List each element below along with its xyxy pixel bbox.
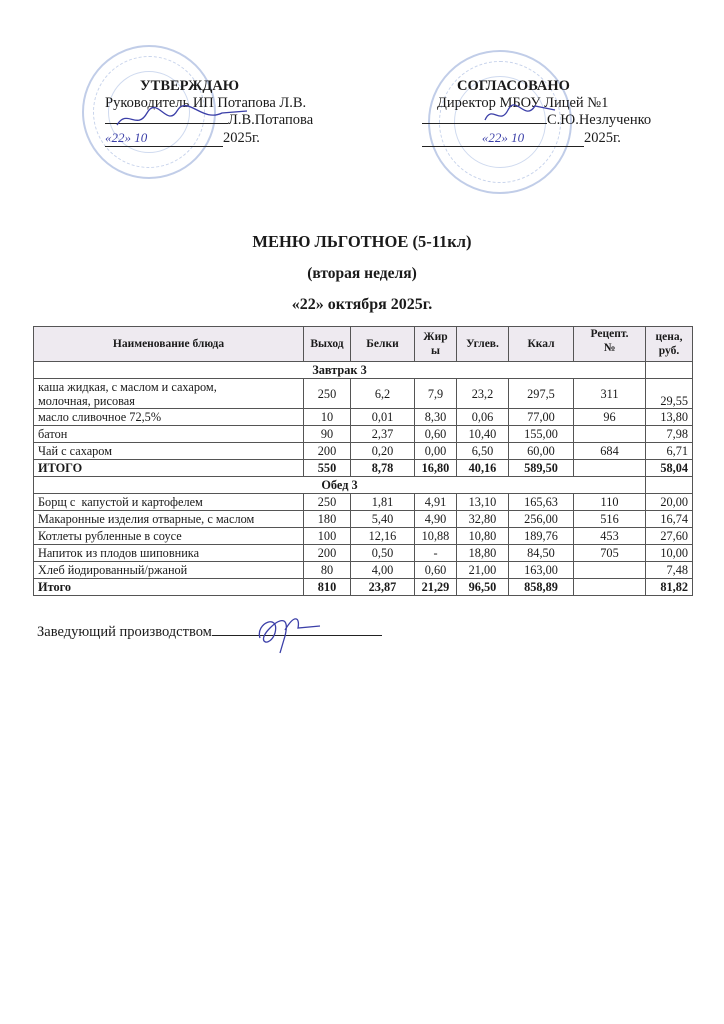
header-carbs: Углев. bbox=[457, 327, 509, 362]
approval-right-title: СОГЛАСОВАНО bbox=[457, 78, 570, 94]
table-row bbox=[34, 409, 693, 426]
approval-left-signer: Л.В.Потапова bbox=[228, 112, 314, 128]
approval-right-date: «22» 10 bbox=[422, 129, 584, 147]
dish-carbs: 23,2 bbox=[457, 379, 509, 409]
dish-protein: 0,01 bbox=[351, 409, 415, 426]
approval-right-signer: С.Ю.Незлученко bbox=[547, 112, 652, 128]
dish-recipe: 96 bbox=[574, 409, 646, 426]
total-recipe bbox=[574, 460, 646, 477]
total-carbs: 40,16 bbox=[457, 460, 509, 477]
section-row-breakfast bbox=[34, 362, 693, 379]
dish-output: 100 bbox=[304, 528, 351, 545]
total-carbs: 96,50 bbox=[457, 579, 509, 596]
dish-recipe bbox=[574, 426, 646, 443]
approval-left-title: УТВЕРЖДАЮ bbox=[140, 78, 240, 94]
dish-fat: 0,00 bbox=[415, 443, 457, 460]
dish-kcal: 189,76 bbox=[509, 528, 574, 545]
dish-kcal: 155,00 bbox=[509, 426, 574, 443]
dish-output: 90 bbox=[304, 426, 351, 443]
dish-kcal: 77,00 bbox=[509, 409, 574, 426]
table-row bbox=[34, 562, 693, 579]
dish-protein: 0,50 bbox=[351, 545, 415, 562]
table-row bbox=[34, 443, 693, 460]
total-row-lunch bbox=[34, 579, 693, 596]
dish-recipe: 684 bbox=[574, 443, 646, 460]
dish-carbs: 0,06 bbox=[457, 409, 509, 426]
approval-left-position: Руководитель ИП Потапова Л.В. bbox=[105, 95, 307, 111]
dish-price: 7,98 bbox=[646, 426, 693, 443]
dish-recipe: 110 bbox=[574, 494, 646, 511]
table-header-row bbox=[34, 327, 693, 362]
table-row bbox=[34, 379, 693, 409]
dish-carbs: 32,80 bbox=[457, 511, 509, 528]
section-price-blank bbox=[646, 477, 693, 494]
dish-price: 20,00 bbox=[646, 494, 693, 511]
table-row bbox=[34, 494, 693, 511]
dish-recipe: 453 bbox=[574, 528, 646, 545]
dish-protein: 2,37 bbox=[351, 426, 415, 443]
dish-recipe: 705 bbox=[574, 545, 646, 562]
dish-fat: 8,30 bbox=[415, 409, 457, 426]
total-recipe bbox=[574, 579, 646, 596]
approval-right-year: 2025г. bbox=[584, 130, 621, 146]
total-fat: 16,80 bbox=[415, 460, 457, 477]
dish-fat: 4,90 bbox=[415, 511, 457, 528]
dish-recipe: 516 bbox=[574, 511, 646, 528]
section-title: Обед 3 bbox=[34, 477, 646, 494]
dish-protein: 12,16 bbox=[351, 528, 415, 545]
table-row bbox=[34, 545, 693, 562]
total-label: Итого bbox=[34, 579, 304, 596]
dish-price: 29,55 bbox=[646, 379, 693, 409]
dish-kcal: 256,00 bbox=[509, 511, 574, 528]
section-price-blank bbox=[646, 362, 693, 379]
dish-output: 250 bbox=[304, 494, 351, 511]
section-row-lunch bbox=[34, 477, 693, 494]
total-label: ИТОГО bbox=[34, 460, 304, 477]
header-recipe: Рецепт. № bbox=[574, 327, 646, 362]
left-signature-icon bbox=[112, 103, 252, 133]
page-date: «22» октября 2025г. bbox=[291, 296, 433, 313]
dish-output: 200 bbox=[304, 443, 351, 460]
total-kcal: 858,89 bbox=[509, 579, 574, 596]
dish-output: 200 bbox=[304, 545, 351, 562]
footer-signature-icon bbox=[250, 608, 330, 658]
dish-kcal: 297,5 bbox=[509, 379, 574, 409]
dish-name: Борщ с капустой и картофелем bbox=[34, 494, 304, 511]
dish-name: Макаронные изделия отварные, с маслом bbox=[34, 511, 304, 528]
right-signature-icon bbox=[480, 100, 560, 130]
dish-carbs: 21,00 bbox=[457, 562, 509, 579]
table-row bbox=[34, 511, 693, 528]
dish-name: каша жидкая, с маслом и сахаром, молочная, рисовая bbox=[34, 379, 304, 409]
dish-carbs: 6,50 bbox=[457, 443, 509, 460]
dish-name: Чай с сахаром bbox=[34, 443, 304, 460]
dish-protein: 0,20 bbox=[351, 443, 415, 460]
dish-price: 13,80 bbox=[646, 409, 693, 426]
header-output: Выход bbox=[304, 327, 351, 362]
total-output: 550 bbox=[304, 460, 351, 477]
total-price: 81,82 bbox=[646, 579, 693, 596]
dish-carbs: 13,10 bbox=[457, 494, 509, 511]
dish-price: 16,74 bbox=[646, 511, 693, 528]
header-price: цена, руб. bbox=[646, 327, 693, 362]
dish-output: 180 bbox=[304, 511, 351, 528]
header-name: Наименование блюда bbox=[34, 327, 304, 362]
menu-table bbox=[33, 326, 693, 596]
approval-left-year: 2025г. bbox=[223, 130, 260, 146]
dish-output: 80 bbox=[304, 562, 351, 579]
dish-output: 250 bbox=[304, 379, 351, 409]
dish-fat: 7,9 bbox=[415, 379, 457, 409]
section-title: Завтрак 3 bbox=[34, 362, 646, 379]
page-subtitle: (вторая неделя) bbox=[307, 265, 417, 282]
approval-right-date-line bbox=[422, 129, 682, 147]
dish-price: 6,71 bbox=[646, 443, 693, 460]
dish-recipe bbox=[574, 562, 646, 579]
page-title: МЕНЮ ЛЬГОТНОЕ (5-11кл) bbox=[252, 232, 472, 251]
dish-fat: 0,60 bbox=[415, 426, 457, 443]
footer-signature bbox=[37, 624, 382, 641]
total-price: 58,04 bbox=[646, 460, 693, 477]
dish-name: Хлеб йодированный/ржаной bbox=[34, 562, 304, 579]
approval-left-date: «22» 10 bbox=[105, 129, 223, 147]
dish-recipe: 311 bbox=[574, 379, 646, 409]
table-row bbox=[34, 426, 693, 443]
total-kcal: 589,50 bbox=[509, 460, 574, 477]
header-kcal: Ккал bbox=[509, 327, 574, 362]
dish-fat: - bbox=[415, 545, 457, 562]
dish-price: 7,48 bbox=[646, 562, 693, 579]
dish-name: Котлеты рубленные в соусе bbox=[34, 528, 304, 545]
dish-output: 10 bbox=[304, 409, 351, 426]
total-row-breakfast bbox=[34, 460, 693, 477]
total-fat: 21,29 bbox=[415, 579, 457, 596]
table-row bbox=[34, 528, 693, 545]
dish-kcal: 60,00 bbox=[509, 443, 574, 460]
footer-signature-label: Заведующий производством bbox=[37, 624, 212, 640]
dish-name: батон bbox=[34, 426, 304, 443]
dish-carbs: 10,40 bbox=[457, 426, 509, 443]
dish-carbs: 10,80 bbox=[457, 528, 509, 545]
dish-protein: 5,40 bbox=[351, 511, 415, 528]
dish-fat: 10,88 bbox=[415, 528, 457, 545]
header-protein: Белки bbox=[351, 327, 415, 362]
dish-protein: 1,81 bbox=[351, 494, 415, 511]
header-fat: Жир ы bbox=[415, 327, 457, 362]
dish-name: масло сливочное 72,5% bbox=[34, 409, 304, 426]
total-protein: 8,78 bbox=[351, 460, 415, 477]
dish-price: 10,00 bbox=[646, 545, 693, 562]
dish-name: Напиток из плодов шиповника bbox=[34, 545, 304, 562]
total-protein: 23,87 bbox=[351, 579, 415, 596]
dish-kcal: 165,63 bbox=[509, 494, 574, 511]
dish-fat: 0,60 bbox=[415, 562, 457, 579]
approval-right-position: Директор МБОУ Лицей №1 bbox=[437, 95, 609, 111]
dish-price: 27,60 bbox=[646, 528, 693, 545]
dish-fat: 4,91 bbox=[415, 494, 457, 511]
dish-carbs: 18,80 bbox=[457, 545, 509, 562]
total-output: 810 bbox=[304, 579, 351, 596]
dish-protein: 4,00 bbox=[351, 562, 415, 579]
dish-kcal: 84,50 bbox=[509, 545, 574, 562]
dish-protein: 6,2 bbox=[351, 379, 415, 409]
dish-kcal: 163,00 bbox=[509, 562, 574, 579]
